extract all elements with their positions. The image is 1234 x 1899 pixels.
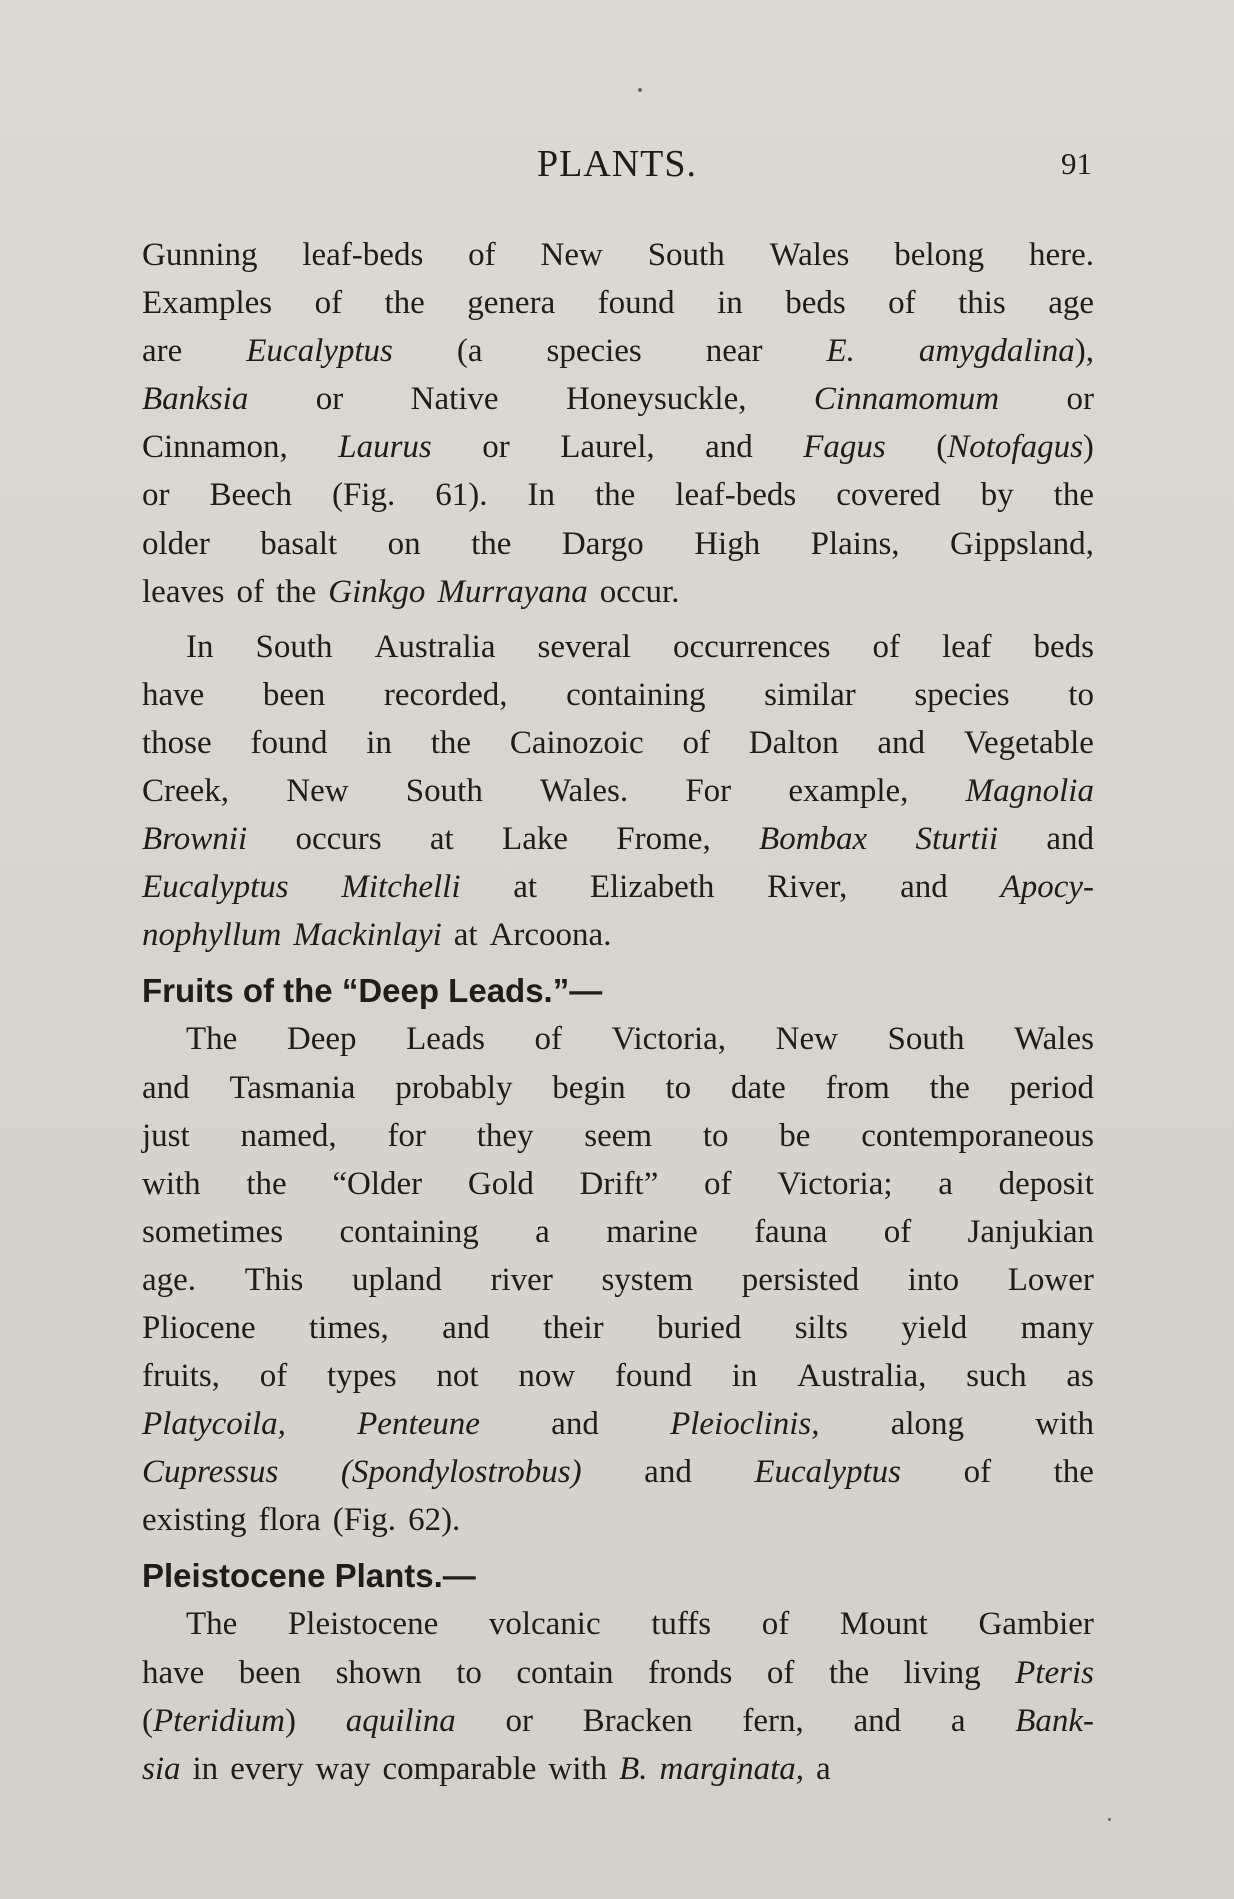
word: beds bbox=[785, 285, 846, 322]
word: containing bbox=[339, 1213, 479, 1250]
word: and bbox=[853, 1702, 902, 1739]
word: Gippsland, bbox=[950, 525, 1094, 562]
word: marine bbox=[606, 1213, 698, 1250]
word: found bbox=[614, 1358, 692, 1395]
word: with bbox=[1035, 1406, 1094, 1443]
word: of bbox=[468, 237, 496, 273]
word: 61). bbox=[435, 477, 488, 514]
word: Creek, bbox=[142, 773, 230, 810]
word: the bbox=[929, 1069, 970, 1106]
word: of bbox=[883, 1213, 912, 1250]
word: of bbox=[766, 1654, 795, 1691]
word: recorded, bbox=[383, 676, 508, 713]
word: Mackinlayi bbox=[293, 917, 442, 954]
word: for bbox=[387, 1117, 426, 1154]
word: such bbox=[966, 1358, 1027, 1395]
word: (Spondylostrobus) bbox=[340, 1454, 582, 1491]
word: to bbox=[456, 1654, 482, 1691]
word: the bbox=[1053, 1454, 1094, 1491]
word: sometimes bbox=[142, 1213, 284, 1250]
word: Eucalyptus bbox=[142, 869, 289, 906]
text-line bbox=[142, 423, 1094, 471]
text-line bbox=[142, 767, 1094, 815]
word: basalt bbox=[260, 525, 338, 562]
text-line bbox=[142, 815, 1094, 863]
text-line bbox=[142, 1112, 1094, 1160]
text-line bbox=[142, 1649, 1094, 1697]
word: be bbox=[779, 1117, 811, 1154]
word: of bbox=[761, 1606, 790, 1643]
word: Australia, bbox=[797, 1358, 927, 1395]
word: in bbox=[192, 1750, 219, 1787]
word: containing bbox=[566, 676, 706, 713]
word: a bbox=[950, 1702, 966, 1739]
word: system bbox=[601, 1261, 694, 1298]
word: and bbox=[142, 1069, 190, 1106]
word: Magnolia bbox=[965, 773, 1094, 810]
word: been bbox=[238, 1654, 302, 1691]
word: Gambier bbox=[978, 1606, 1094, 1643]
word: of bbox=[872, 628, 901, 665]
word: Victoria, bbox=[611, 1021, 727, 1058]
word: comparable bbox=[382, 1750, 537, 1787]
word: Plains, bbox=[810, 525, 900, 562]
word: South bbox=[887, 1021, 965, 1058]
word: Murrayana bbox=[437, 573, 588, 610]
text-line bbox=[142, 1745, 1094, 1793]
text-line bbox=[142, 1400, 1094, 1448]
word: Laurus bbox=[338, 429, 432, 466]
word: The bbox=[186, 1021, 238, 1058]
word: Cinnamon, bbox=[142, 429, 288, 466]
word: at bbox=[429, 821, 454, 858]
word: River, bbox=[767, 869, 848, 906]
word: the bbox=[471, 525, 512, 562]
word: period bbox=[1009, 1069, 1094, 1106]
word: Platycoila, bbox=[142, 1406, 286, 1443]
word: and bbox=[705, 429, 753, 466]
word: contemporaneous bbox=[861, 1117, 1094, 1154]
word: age. bbox=[142, 1261, 197, 1298]
text-line bbox=[142, 623, 1094, 671]
page-title: PLANTS. bbox=[536, 143, 698, 185]
text-line bbox=[142, 863, 1094, 911]
word: fronds bbox=[648, 1654, 733, 1691]
word: from bbox=[825, 1069, 890, 1106]
word: New bbox=[286, 773, 349, 810]
word: Gold bbox=[467, 1165, 534, 1202]
word: river bbox=[490, 1261, 553, 1298]
word: have bbox=[142, 676, 205, 713]
word: Cainozoic bbox=[509, 724, 644, 761]
word: Tasmania bbox=[229, 1069, 356, 1106]
text-line bbox=[142, 1697, 1094, 1745]
word: of bbox=[314, 285, 343, 322]
word: “Older bbox=[332, 1165, 423, 1202]
word: Wales bbox=[769, 237, 850, 273]
word: Pliocene bbox=[142, 1309, 256, 1346]
word: deposit bbox=[998, 1165, 1094, 1202]
word: and bbox=[644, 1454, 692, 1491]
word: Native bbox=[410, 381, 499, 418]
text-line bbox=[142, 1600, 1094, 1648]
word: a bbox=[938, 1165, 953, 1202]
word: example, bbox=[788, 773, 909, 810]
word: by bbox=[980, 477, 1014, 514]
text-line bbox=[142, 911, 1094, 959]
word: South bbox=[255, 628, 333, 665]
text-line bbox=[142, 375, 1094, 423]
text-line bbox=[142, 1256, 1094, 1304]
word: begin bbox=[552, 1069, 626, 1106]
word: several bbox=[537, 628, 631, 665]
word: living bbox=[903, 1654, 981, 1691]
page-number: 91 bbox=[1061, 146, 1092, 181]
word: Penteune bbox=[357, 1406, 480, 1443]
word: a bbox=[816, 1750, 831, 1787]
text-line bbox=[142, 231, 1094, 279]
word: 62). bbox=[408, 1502, 461, 1539]
word: near bbox=[705, 333, 763, 370]
word: amygdalina), bbox=[918, 333, 1094, 370]
word: Laurel, bbox=[560, 429, 655, 466]
word: occurs bbox=[295, 821, 382, 858]
word: occurrences bbox=[672, 628, 831, 665]
word: with bbox=[142, 1165, 201, 1202]
word: been bbox=[262, 676, 326, 713]
word: have bbox=[142, 1654, 205, 1691]
word: Mitchelli bbox=[341, 869, 461, 906]
word: This bbox=[244, 1261, 304, 1298]
word: Honeysuckle, bbox=[565, 381, 747, 418]
body-text bbox=[142, 231, 1094, 1793]
word: and bbox=[877, 724, 926, 761]
word: Janjukian bbox=[967, 1213, 1094, 1250]
word: found bbox=[250, 724, 328, 761]
text-line bbox=[142, 327, 1094, 375]
word: of bbox=[236, 573, 264, 610]
word: Beech bbox=[209, 477, 292, 514]
word: Bombax bbox=[759, 821, 868, 858]
word: and bbox=[1046, 821, 1094, 858]
word: or bbox=[142, 477, 170, 514]
word: Elizabeth bbox=[589, 869, 715, 906]
word: In bbox=[186, 628, 214, 665]
word: occur. bbox=[599, 573, 680, 610]
text-line bbox=[142, 1352, 1094, 1400]
word: marginata, bbox=[659, 1750, 805, 1787]
word: Brownii bbox=[142, 821, 248, 858]
word: existing bbox=[142, 1502, 247, 1539]
word: seem bbox=[584, 1117, 653, 1154]
word: aquilina bbox=[345, 1702, 456, 1739]
word: of bbox=[963, 1454, 992, 1491]
word: and bbox=[900, 869, 948, 906]
word: in bbox=[717, 285, 743, 322]
word: Drift” bbox=[579, 1165, 659, 1202]
word: Deep bbox=[286, 1021, 357, 1058]
text-line bbox=[142, 1448, 1094, 1496]
text-line bbox=[142, 568, 1094, 616]
word: way bbox=[315, 1750, 371, 1787]
text-line bbox=[142, 1496, 1094, 1544]
text-line bbox=[142, 1160, 1094, 1208]
word: upland bbox=[352, 1261, 442, 1298]
word: High bbox=[694, 525, 761, 562]
word: fauna bbox=[754, 1213, 828, 1250]
word: Eucalyptus bbox=[246, 333, 393, 370]
word: (Notofagus) bbox=[936, 429, 1094, 466]
word: species bbox=[546, 333, 642, 370]
word: many bbox=[1020, 1309, 1094, 1346]
text-line bbox=[142, 471, 1094, 519]
word: Fagus bbox=[803, 429, 886, 466]
word: fern, bbox=[742, 1702, 804, 1739]
word: to bbox=[1068, 676, 1094, 713]
word: similar bbox=[764, 676, 856, 713]
word: (a bbox=[456, 333, 483, 370]
word: sia bbox=[142, 1750, 181, 1787]
word: Bracken bbox=[582, 1702, 693, 1739]
word: South bbox=[647, 237, 725, 273]
word: Bank- bbox=[1015, 1702, 1094, 1739]
word: now bbox=[518, 1358, 576, 1395]
word: Banksia bbox=[142, 381, 249, 418]
word: in bbox=[731, 1358, 758, 1395]
word: New bbox=[775, 1021, 838, 1058]
word: they bbox=[476, 1117, 534, 1154]
word: Frome, bbox=[616, 821, 711, 858]
word: into bbox=[907, 1261, 960, 1298]
word: Leads bbox=[406, 1021, 485, 1058]
word: along bbox=[890, 1406, 965, 1443]
word: Vegetable bbox=[963, 724, 1094, 761]
word: the bbox=[594, 477, 636, 514]
word: date bbox=[730, 1069, 786, 1106]
word: or bbox=[315, 381, 344, 418]
text-line bbox=[142, 1064, 1094, 1112]
text-line bbox=[142, 1208, 1094, 1256]
word: leaf-beds bbox=[302, 237, 424, 273]
word: Wales. bbox=[540, 773, 629, 810]
word: fruits, bbox=[142, 1358, 220, 1395]
word: Lower bbox=[1007, 1261, 1094, 1298]
word: or bbox=[1066, 381, 1094, 418]
word: probably bbox=[395, 1069, 513, 1106]
paper-speck bbox=[638, 88, 642, 92]
word: B. bbox=[619, 1750, 648, 1787]
word: genera bbox=[467, 285, 556, 322]
word: species bbox=[914, 676, 1010, 713]
word: nophyllum bbox=[142, 917, 282, 954]
word: their bbox=[543, 1309, 604, 1346]
word: Cinnamomum bbox=[813, 381, 1000, 418]
word: of bbox=[534, 1021, 563, 1058]
word: as bbox=[1066, 1358, 1094, 1395]
word: (Fig. bbox=[331, 477, 396, 514]
word: Lake bbox=[502, 821, 568, 858]
word: South bbox=[405, 773, 483, 810]
word: Mount bbox=[839, 1606, 928, 1643]
word: Pleioclinis, bbox=[670, 1406, 820, 1443]
word: leaf-beds bbox=[675, 477, 797, 514]
word: Australia bbox=[374, 628, 496, 665]
word: Examples bbox=[142, 285, 273, 322]
word: the bbox=[430, 724, 472, 761]
word: beds bbox=[1033, 628, 1094, 665]
word: Pleistocene bbox=[287, 1606, 439, 1643]
word: age bbox=[1048, 285, 1094, 322]
word: tuffs bbox=[651, 1606, 712, 1643]
word: Dalton bbox=[748, 724, 839, 761]
word: shown bbox=[335, 1654, 422, 1691]
text-line bbox=[142, 1304, 1094, 1352]
word: yield bbox=[901, 1309, 968, 1346]
text-line bbox=[142, 671, 1094, 719]
text-line bbox=[142, 719, 1094, 767]
word: Apocy- bbox=[1000, 869, 1094, 906]
word: the bbox=[1053, 477, 1094, 514]
word: types bbox=[326, 1358, 397, 1395]
word: persisted bbox=[741, 1261, 860, 1298]
word: buried bbox=[657, 1309, 742, 1346]
word: E. bbox=[826, 333, 855, 370]
word: Ginkgo bbox=[328, 573, 426, 610]
word: and bbox=[442, 1309, 490, 1346]
word: leaves bbox=[142, 573, 225, 610]
word: Victoria; bbox=[777, 1165, 893, 1202]
word: of bbox=[888, 285, 916, 322]
word: in bbox=[366, 724, 392, 761]
word: silts bbox=[794, 1309, 848, 1346]
word: this bbox=[958, 285, 1006, 322]
word: to bbox=[665, 1069, 692, 1106]
word: of bbox=[259, 1358, 288, 1395]
word: (Pteridium) bbox=[142, 1702, 296, 1739]
word: covered bbox=[836, 477, 941, 514]
word: older bbox=[142, 525, 210, 562]
word: Eucalyptus bbox=[754, 1454, 902, 1491]
word: leaf bbox=[942, 628, 992, 665]
word: not bbox=[436, 1358, 479, 1395]
word: (Fig. bbox=[332, 1502, 397, 1539]
word: Pteris bbox=[1015, 1654, 1094, 1691]
word: at bbox=[513, 869, 538, 906]
word: of bbox=[704, 1165, 732, 1202]
word: Sturtii bbox=[915, 821, 999, 858]
word: the bbox=[384, 285, 425, 322]
word: The bbox=[186, 1606, 238, 1643]
word: flora bbox=[258, 1502, 321, 1539]
word: just bbox=[142, 1117, 190, 1154]
word: on bbox=[387, 525, 421, 562]
section-heading: Pleistocene Plants.— bbox=[142, 1557, 476, 1595]
word: or bbox=[482, 429, 510, 466]
word: the bbox=[828, 1654, 870, 1691]
text-line bbox=[142, 520, 1094, 568]
word: Wales bbox=[1014, 1021, 1094, 1058]
word: to bbox=[702, 1117, 729, 1154]
word: with bbox=[548, 1750, 608, 1787]
running-head bbox=[0, 140, 1234, 188]
word: at bbox=[453, 917, 478, 954]
text-line bbox=[142, 1015, 1094, 1063]
word: In bbox=[527, 477, 555, 514]
word: or bbox=[505, 1702, 533, 1739]
word: a bbox=[535, 1213, 550, 1250]
word: Gunning bbox=[142, 237, 258, 273]
word: New bbox=[540, 237, 603, 273]
word: named, bbox=[240, 1117, 337, 1154]
word: times, bbox=[309, 1309, 389, 1346]
section-heading: Fruits of the “Deep Leads.”— bbox=[142, 972, 603, 1010]
word: here. bbox=[1028, 237, 1094, 273]
word: the bbox=[246, 1165, 287, 1202]
word: Arcoona. bbox=[489, 917, 612, 954]
word: found bbox=[597, 285, 675, 322]
word: Dargo bbox=[561, 525, 644, 562]
word: belong bbox=[894, 237, 985, 273]
word: volcanic bbox=[488, 1606, 601, 1643]
word: of bbox=[682, 724, 710, 761]
word: and bbox=[551, 1406, 599, 1443]
word: every bbox=[230, 1750, 304, 1787]
word: are bbox=[142, 333, 183, 370]
word: the bbox=[275, 573, 317, 610]
text-line bbox=[142, 279, 1094, 327]
paper-speck bbox=[1108, 1818, 1111, 1821]
word: For bbox=[685, 773, 732, 810]
word: Cupressus bbox=[142, 1454, 279, 1491]
word: contain bbox=[516, 1654, 614, 1691]
word: those bbox=[142, 724, 212, 761]
